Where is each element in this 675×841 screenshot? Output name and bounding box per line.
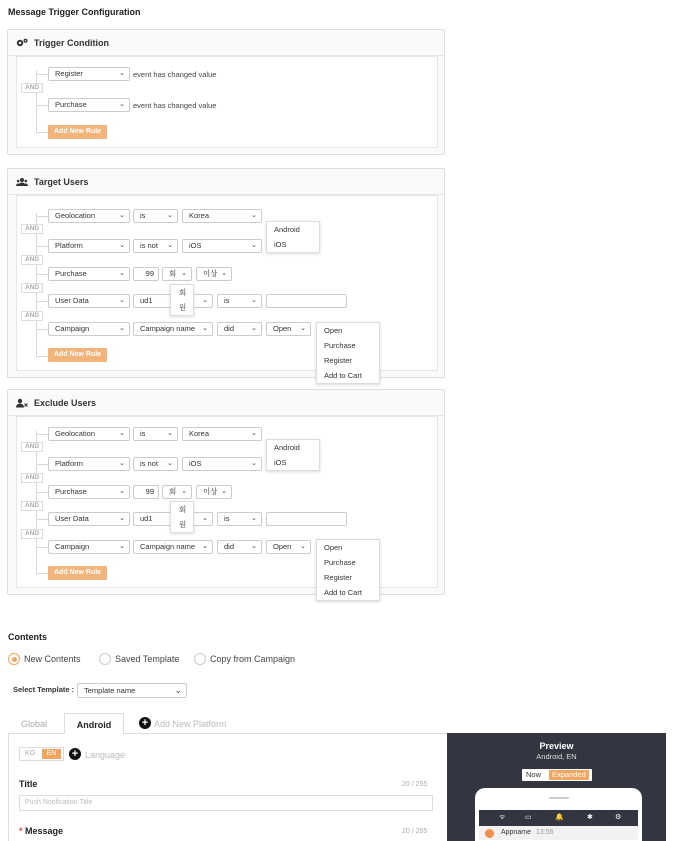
- platform-dropdown: [266, 439, 320, 471]
- bell-icon: 🔔: [555, 814, 564, 821]
- chevron-down-icon: ⌄: [202, 325, 208, 332]
- trigger-condition-title: Trigger Condition: [34, 37, 109, 48]
- select-value: Campaign: [55, 542, 90, 551]
- exclude-users-header: [8, 390, 444, 416]
- bluetooth-icon: ✱: [587, 814, 593, 821]
- trigger-event-value: Register: [55, 69, 83, 78]
- lang-ko-button[interactable]: KO: [24, 750, 36, 757]
- trigger-event-select-2[interactable]: [48, 98, 130, 112]
- chevron-down-icon: ⌄: [251, 325, 257, 332]
- and-badge: AND: [21, 255, 43, 265]
- select-value: ud1: [140, 514, 153, 523]
- select-value: Campaign name: [140, 542, 196, 551]
- and-badge: AND: [21, 473, 43, 483]
- select-value: Platform: [55, 241, 83, 250]
- select-value: 회: [169, 269, 177, 278]
- radio-new-contents[interactable]: [8, 653, 81, 665]
- select-template-label: Select Template :: [13, 685, 75, 694]
- exclude-operator-select[interactable]: [217, 540, 262, 554]
- select-value: ud1: [140, 296, 153, 305]
- select-value: is not: [140, 459, 158, 468]
- select-value: User Data: [55, 296, 89, 305]
- action-dropdown: [316, 539, 380, 601]
- chevron-down-icon: ⌄: [119, 212, 125, 219]
- chevron-down-icon: ⌄: [251, 543, 257, 550]
- select-value: Geolocation: [55, 211, 96, 220]
- add-platform-link[interactable]: Add New Platform: [154, 719, 227, 729]
- radio-unchecked-icon: [99, 653, 111, 665]
- add-rule-button[interactable]: Add New Rule: [48, 566, 107, 580]
- contents-title: Contents: [8, 632, 47, 642]
- chevron-down-icon: ⌄: [300, 543, 306, 550]
- exclude-field-select[interactable]: [48, 427, 130, 441]
- user-remove-icon: [16, 398, 28, 408]
- template-select[interactable]: [77, 683, 187, 698]
- chevron-down-icon: ⌄: [202, 543, 208, 550]
- target-field-select[interactable]: [48, 322, 130, 336]
- select-value: Geolocation: [55, 429, 96, 438]
- select-value: did: [224, 542, 235, 551]
- campaign-action-select[interactable]: [266, 540, 311, 554]
- exclude-operator-select[interactable]: [133, 427, 178, 441]
- and-badge: AND: [21, 529, 43, 539]
- chevron-down-icon: ⌄: [119, 488, 125, 495]
- chevron-down-icon: ⌄: [119, 297, 125, 304]
- notification-time: 13:56: [536, 829, 554, 836]
- required-marker: *: [19, 826, 23, 836]
- unit-dropdown: [170, 501, 194, 533]
- dropdown-option[interactable]: Purchase: [324, 341, 356, 350]
- page-title: Message Trigger Configuration: [8, 7, 141, 17]
- select-value: Purchase: [55, 269, 87, 278]
- chevron-down-icon: ⌄: [167, 242, 173, 249]
- dropdown-option[interactable]: Open: [324, 326, 343, 335]
- exclude-field-select[interactable]: [48, 485, 130, 499]
- dropdown-option[interactable]: Add to Cart: [324, 371, 362, 380]
- purchase-compare-select[interactable]: [196, 485, 232, 499]
- target-operator-select[interactable]: [217, 322, 262, 336]
- select-value: User Data: [55, 514, 89, 523]
- chevron-down-icon: ⌄: [167, 460, 173, 467]
- user-data-value-input[interactable]: [266, 294, 347, 308]
- chevron-down-icon: ⌄: [251, 430, 257, 437]
- target-field-select[interactable]: [48, 239, 130, 253]
- purchase-count-input[interactable]: 99: [133, 267, 159, 281]
- purchase-compare-select[interactable]: [196, 267, 232, 281]
- target-field-select[interactable]: [48, 209, 130, 223]
- select-value: is: [224, 296, 230, 305]
- and-badge: AND: [21, 224, 43, 234]
- chevron-down-icon: ⌄: [251, 297, 257, 304]
- select-value: iOS: [189, 241, 202, 250]
- trigger-event-select-1[interactable]: [48, 67, 130, 81]
- select-value: iOS: [189, 459, 202, 468]
- tab-android[interactable]: [64, 713, 124, 734]
- select-value: Purchase: [55, 487, 87, 496]
- exclude-operator-select[interactable]: [133, 457, 178, 471]
- dropdown-option[interactable]: Android: [274, 443, 300, 452]
- target-operator-select[interactable]: [217, 294, 262, 308]
- phone-frame: [475, 788, 642, 841]
- radio-checked-icon: [8, 653, 20, 665]
- select-value: Korea: [189, 429, 210, 438]
- exclude-field-select[interactable]: [48, 457, 130, 471]
- radio-copy-campaign[interactable]: [194, 653, 295, 665]
- exclude-users-title: Exclude Users: [34, 397, 97, 408]
- chevron-down-icon: ⌄: [251, 212, 257, 219]
- and-badge: AND: [21, 83, 43, 93]
- select-value: 이상: [203, 269, 218, 278]
- message-label-text: Message: [25, 826, 64, 836]
- add-language-link[interactable]: Language: [85, 750, 126, 760]
- title-counter: 20 / 255: [402, 781, 428, 788]
- title-label: Title: [19, 779, 38, 789]
- chevron-down-icon: ⌄: [119, 325, 125, 332]
- preview-mode-toggle: [522, 769, 592, 781]
- phone-quick-settings: [479, 810, 638, 826]
- select-value: Platform: [55, 459, 83, 468]
- user-data-value-input[interactable]: [266, 512, 347, 526]
- chevron-down-icon: ⌄: [167, 430, 173, 437]
- target-field-select[interactable]: [48, 294, 130, 308]
- chevron-down-icon: ⌄: [119, 70, 125, 77]
- select-value: is: [224, 514, 230, 523]
- select-value: 회: [169, 487, 177, 496]
- preview-expanded-button[interactable]: Expanded: [549, 770, 589, 780]
- target-operator-select[interactable]: [133, 239, 178, 253]
- notification-row: [479, 826, 638, 840]
- campaign-name-select[interactable]: [133, 322, 213, 336]
- chevron-down-icon: ⌄: [174, 685, 182, 695]
- phone-speaker: [549, 797, 569, 799]
- and-badge: AND: [21, 501, 43, 511]
- target-field-select[interactable]: [48, 267, 130, 281]
- platform-dropdown: [266, 221, 320, 253]
- select-value: is: [140, 429, 146, 438]
- exclude-operator-select[interactable]: [217, 512, 262, 526]
- plus-circle-icon[interactable]: +: [69, 748, 81, 760]
- and-badge: AND: [21, 311, 43, 321]
- exclude-value-select[interactable]: [182, 457, 262, 471]
- chevron-down-icon: ⌄: [300, 325, 306, 332]
- chevron-down-icon: ⌄: [119, 101, 125, 108]
- chevron-down-icon: ⌄: [251, 460, 257, 467]
- plus-circle-icon[interactable]: +: [139, 717, 151, 729]
- chevron-down-icon: ⌄: [119, 430, 125, 437]
- app-icon: [485, 829, 494, 838]
- chevron-down-icon: ⌄: [181, 270, 187, 277]
- exclude-value-select[interactable]: [182, 427, 262, 441]
- gears-icon: [16, 38, 28, 48]
- preview-subtitle: Android, EN: [536, 752, 577, 761]
- dropdown-option[interactable]: 회: [179, 505, 187, 514]
- select-value: Open: [273, 542, 292, 551]
- settings-icon: ⚙: [615, 814, 622, 821]
- select-value: 이상: [203, 487, 218, 496]
- chevron-down-icon: ⌄: [167, 212, 173, 219]
- chevron-down-icon: ⌄: [251, 515, 257, 522]
- select-value: Campaign: [55, 324, 90, 333]
- radio-label: Saved Template: [115, 654, 180, 664]
- lang-en-button[interactable]: EN: [42, 749, 61, 759]
- chevron-down-icon: ⌄: [221, 270, 227, 277]
- chevron-down-icon: ⌄: [119, 543, 125, 550]
- chevron-down-icon: ⌄: [221, 488, 227, 495]
- rule-connector: [36, 70, 37, 132]
- wifi-icon: ᯤ: [499, 814, 506, 821]
- chevron-down-icon: ⌄: [119, 242, 125, 249]
- dropdown-option[interactable]: Register: [324, 356, 352, 365]
- notification-app-name: Appname: [501, 829, 531, 836]
- dropdown-option[interactable]: Open: [324, 543, 343, 552]
- select-value: is: [140, 211, 146, 220]
- chevron-down-icon: ⌄: [251, 242, 257, 249]
- dropdown-option[interactable]: iOS: [274, 458, 287, 467]
- and-badge: AND: [21, 442, 43, 452]
- add-rule-button[interactable]: Add New Rule: [48, 348, 107, 362]
- target-value-select[interactable]: [182, 239, 262, 253]
- battery-icon: ▭: [525, 814, 532, 821]
- radio-label: New Contents: [24, 654, 81, 664]
- chevron-down-icon: ⌄: [202, 297, 208, 304]
- dropdown-option[interactable]: iOS: [274, 240, 287, 249]
- title-input[interactable]: Push Notification Title: [19, 795, 433, 811]
- dropdown-option[interactable]: Android: [274, 225, 300, 234]
- chevron-down-icon: ⌄: [181, 488, 187, 495]
- message-label: [19, 826, 63, 836]
- chevron-down-icon: ⌄: [202, 515, 208, 522]
- trigger-rule-text: event has changed value: [133, 101, 217, 110]
- add-rule-button[interactable]: Add New Rule: [48, 125, 107, 139]
- preview-now-button[interactable]: Now: [526, 770, 542, 779]
- dropdown-option[interactable]: 원: [179, 520, 187, 529]
- select-value: Template name: [84, 686, 136, 695]
- exclude-field-select[interactable]: [48, 512, 130, 526]
- and-badge: AND: [21, 283, 43, 293]
- action-dropdown: [316, 322, 380, 384]
- purchase-unit-select[interactable]: [162, 267, 192, 281]
- preview-title: Preview: [539, 741, 574, 751]
- purchase-count-input[interactable]: 99: [133, 485, 159, 499]
- purchase-unit-select[interactable]: [162, 485, 192, 499]
- chevron-down-icon: ⌄: [119, 270, 125, 277]
- select-value: did: [224, 324, 235, 333]
- dropdown-option[interactable]: 회: [179, 288, 187, 297]
- select-value: Open: [273, 324, 292, 333]
- dropdown-option[interactable]: 원: [179, 303, 187, 312]
- unit-dropdown: [170, 284, 194, 316]
- dropdown-option[interactable]: Add to Cart: [324, 588, 362, 597]
- target-value-select[interactable]: [182, 209, 262, 223]
- radio-unchecked-icon: [194, 653, 206, 665]
- trigger-event-value: Purchase: [55, 100, 87, 109]
- target-operator-select[interactable]: [133, 209, 178, 223]
- trigger-condition-header: [8, 30, 444, 56]
- radio-saved-template[interactable]: [99, 653, 179, 665]
- preview-panel: [447, 733, 666, 841]
- message-counter: 20 / 255: [402, 828, 428, 835]
- users-icon: [16, 177, 28, 187]
- dropdown-option[interactable]: Register: [324, 573, 352, 582]
- campaign-action-select[interactable]: [266, 322, 311, 336]
- trigger-rule-text: event has changed value: [133, 70, 217, 79]
- target-users-title: Target Users: [34, 176, 89, 187]
- chevron-down-icon: ⌄: [119, 460, 125, 467]
- chevron-down-icon: ⌄: [119, 515, 125, 522]
- campaign-name-select[interactable]: [133, 540, 213, 554]
- target-users-header: [8, 169, 444, 195]
- select-value: Campaign name: [140, 324, 196, 333]
- exclude-field-select[interactable]: [48, 540, 130, 554]
- select-value: is not: [140, 241, 158, 250]
- tab-global[interactable]: Global: [21, 719, 48, 729]
- dropdown-option[interactable]: Purchase: [324, 558, 356, 567]
- radio-label: Copy from Campaign: [210, 654, 296, 664]
- select-value: Korea: [189, 211, 210, 220]
- tab-android-label: Android: [76, 720, 112, 730]
